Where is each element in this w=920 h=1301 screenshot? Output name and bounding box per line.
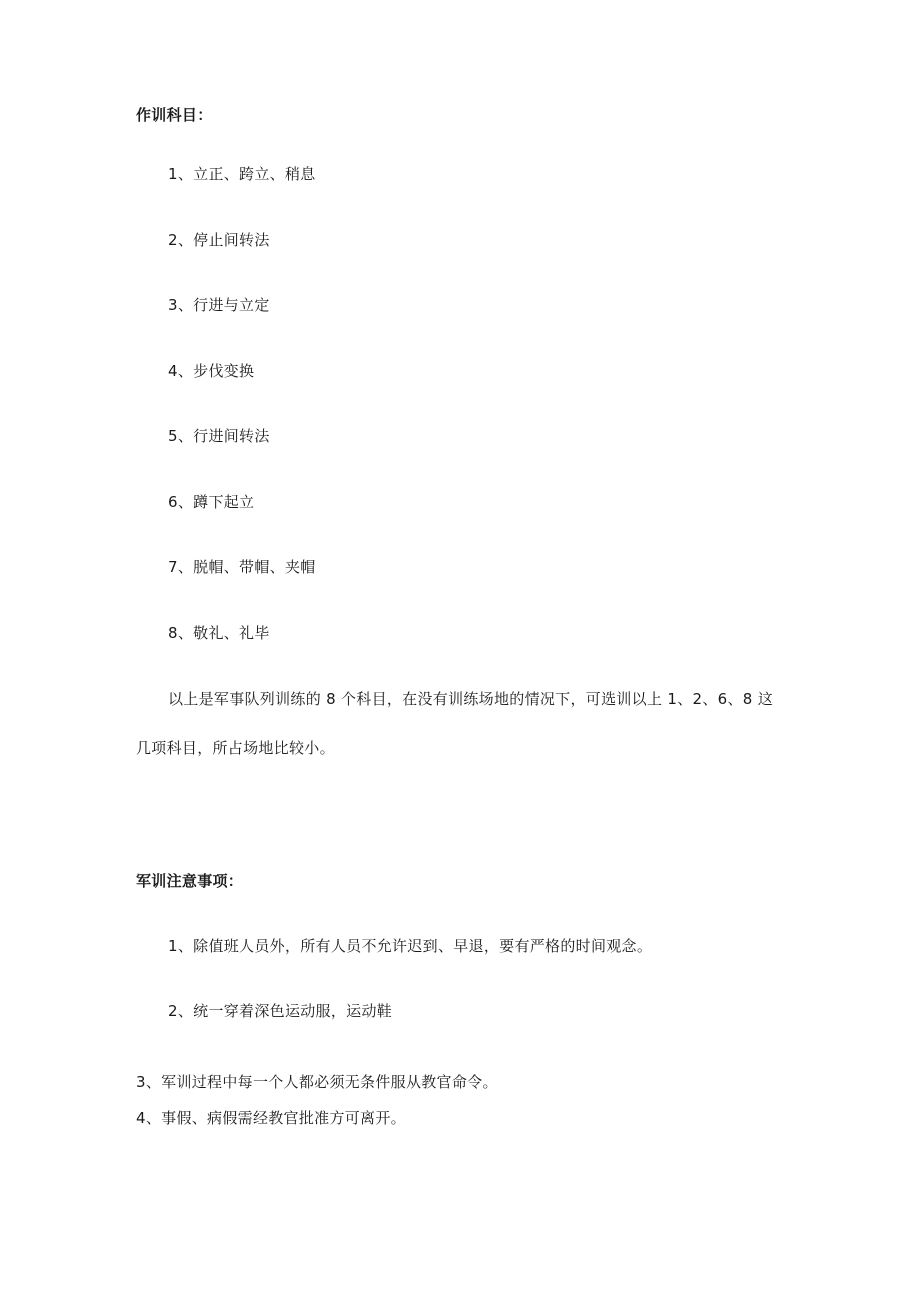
list-item: 1、除值班人员外，所有人员不允许迟到、早退，要有严格的时间观念。 — [168, 937, 653, 955]
list-item: 7、脱帽、带帽、夹帽 — [168, 558, 316, 576]
list-item: 4、步伐变换 — [168, 362, 255, 380]
list-item: 3、行进与立定 — [168, 296, 270, 314]
list-item: 1、立正、跨立、稍息 — [168, 165, 316, 183]
section-heading-training-subjects: 作训科目： — [136, 106, 213, 124]
list-item: 8、敬礼、礼毕 — [168, 624, 270, 642]
summary-paragraph-line-2: 几项科目，所占场地比较小。 — [136, 739, 335, 757]
list-item: 3、军训过程中每一个人都必须无条件服从教官命令。 — [136, 1073, 498, 1091]
list-item: 4、事假、病假需经教官批准方可离开。 — [136, 1109, 406, 1127]
list-item: 2、停止间转法 — [168, 231, 270, 249]
list-item: 2、统一穿着深色运动服，运动鞋 — [168, 1002, 393, 1020]
section-heading-precautions: 军训注意事项： — [136, 872, 244, 890]
summary-paragraph-line-1: 以上是军事队列训练的 8 个科目，在没有训练场地的情况下，可选训以上 1、2、6、8 这 — [168, 690, 773, 708]
list-item: 6、蹲下起立 — [168, 493, 255, 511]
list-item: 5、行进间转法 — [168, 427, 270, 445]
